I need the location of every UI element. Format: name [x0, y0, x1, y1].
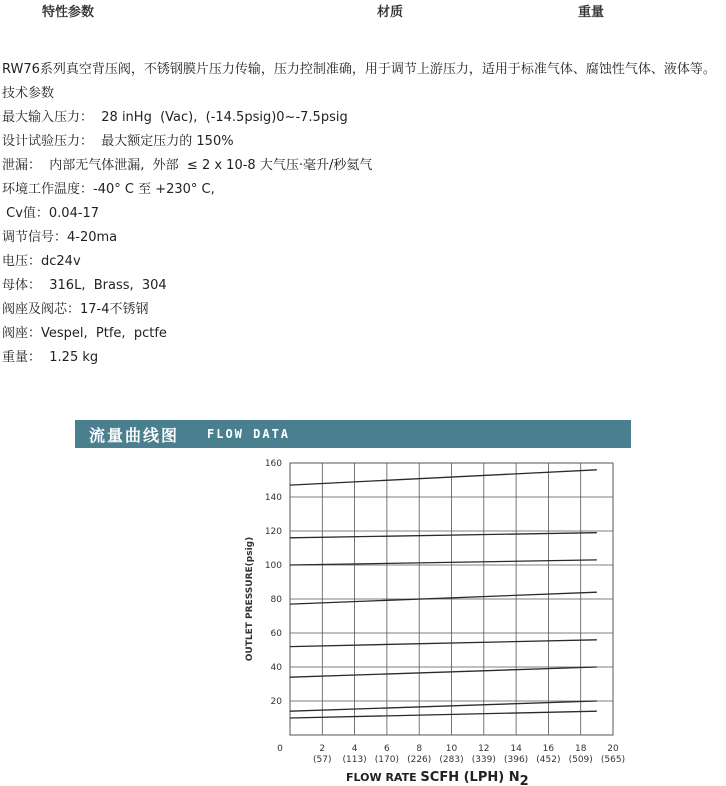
- chart-plot: [75, 420, 631, 786]
- x-tick-label: 14: [510, 744, 522, 754]
- header-material: 材质: [377, 5, 404, 20]
- spec-line: 调节信号：4-20ma: [2, 230, 118, 245]
- spec-line: 阀座及阀芯：17-4不锈钢: [2, 302, 149, 317]
- flow-curve-curve-5: [290, 592, 597, 604]
- x-tick-label: 6: [384, 744, 390, 754]
- spec-line: 重量： 1.25 kg: [2, 350, 99, 365]
- x-tick-label: 8: [416, 744, 423, 754]
- flow-curve-curve-3: [290, 667, 597, 677]
- spec-line: Cv值：0.04-17: [2, 206, 100, 221]
- chart-title-cn: 流量曲线图: [89, 426, 180, 445]
- x-tick-label: 18: [574, 744, 587, 754]
- y-tick-label: 80: [270, 595, 282, 605]
- y-tick-label: 60: [270, 629, 282, 639]
- flow-curve-curve-8: [290, 470, 597, 485]
- y-tick-label: 100: [264, 561, 282, 571]
- x-tick-label: 4: [351, 744, 358, 754]
- x-tick-sublabel: (396): [503, 755, 529, 765]
- x-tick-sublabel: (57): [313, 755, 332, 765]
- y-tick-label: 140: [264, 493, 282, 503]
- x-tick-sublabel: (226): [407, 755, 432, 765]
- x-tick-sublabel: (509): [568, 755, 593, 765]
- flow-curve-curve-1: [290, 711, 597, 718]
- x-tick-label: 0: [277, 744, 283, 754]
- y-axis-title: OUTLET PRESSURE(psig): [245, 536, 255, 662]
- header-characteristics: 特性参数: [42, 5, 95, 20]
- spec-line: 最大输入压力： 28 inHg (Vac), (-14.5psig)0~-7.5psig: [2, 110, 348, 125]
- x-tick-sublabel: (339): [471, 755, 496, 765]
- y-tick-label: 20: [270, 697, 282, 707]
- x-tick-label: 16: [542, 744, 555, 754]
- header-weight: 重量: [578, 5, 605, 20]
- y-tick-label: 120: [264, 527, 282, 537]
- product-description: [2, 58, 722, 370]
- spec-line: 泄漏： 内部无气体泄漏, 外部 ≤ 2 x 10-8 大气压·毫升/秒氦气: [2, 158, 373, 173]
- y-tick-label: 40: [270, 663, 282, 673]
- description-text: RW76系列真空背压阀，不锈钢膜片压力传输，压力控制准确，用于调节上游压力，适用于标准气体、腐蚀性气体、液体等。: [2, 62, 716, 77]
- spec-line: 设计试验压力： 最大额定压力的 150%: [2, 134, 234, 149]
- flow-curve-curve-2: [290, 701, 597, 711]
- spec-line: 电压：dc24v: [2, 254, 81, 269]
- flow-curve-curve-4: [290, 640, 597, 647]
- flow-data-chart: [75, 420, 631, 786]
- y-tick-label: 160: [264, 459, 282, 469]
- x-tick-label: 12: [478, 744, 490, 754]
- table-header-row: [0, 0, 726, 20]
- x-tick-label: 2: [319, 744, 326, 754]
- x-tick-label: 20: [607, 744, 619, 754]
- spec-line: 环境工作温度：-40° C 至 +230° C,: [2, 182, 215, 197]
- x-tick-sublabel: (283): [439, 755, 464, 765]
- x-tick-sublabel: (113): [342, 755, 367, 765]
- spec-line: 阀座：Vespel, Ptfe, pctfe: [2, 326, 167, 341]
- spec-line: 母体： 316L, Brass, 304: [2, 278, 167, 293]
- chart-title-en: FLOW DATA: [207, 427, 291, 441]
- flow-curve-curve-6: [290, 560, 597, 565]
- x-tick-sublabel: (565): [600, 755, 626, 765]
- section-title: 技术参数: [2, 86, 55, 101]
- x-axis-title: FLOW RATE SCFH (LPH) N2: [346, 770, 529, 786]
- flow-curve-curve-7: [290, 533, 597, 538]
- x-tick-sublabel: (452): [536, 755, 561, 765]
- x-tick-sublabel: (170): [374, 755, 400, 765]
- x-tick-label: 10: [445, 744, 458, 754]
